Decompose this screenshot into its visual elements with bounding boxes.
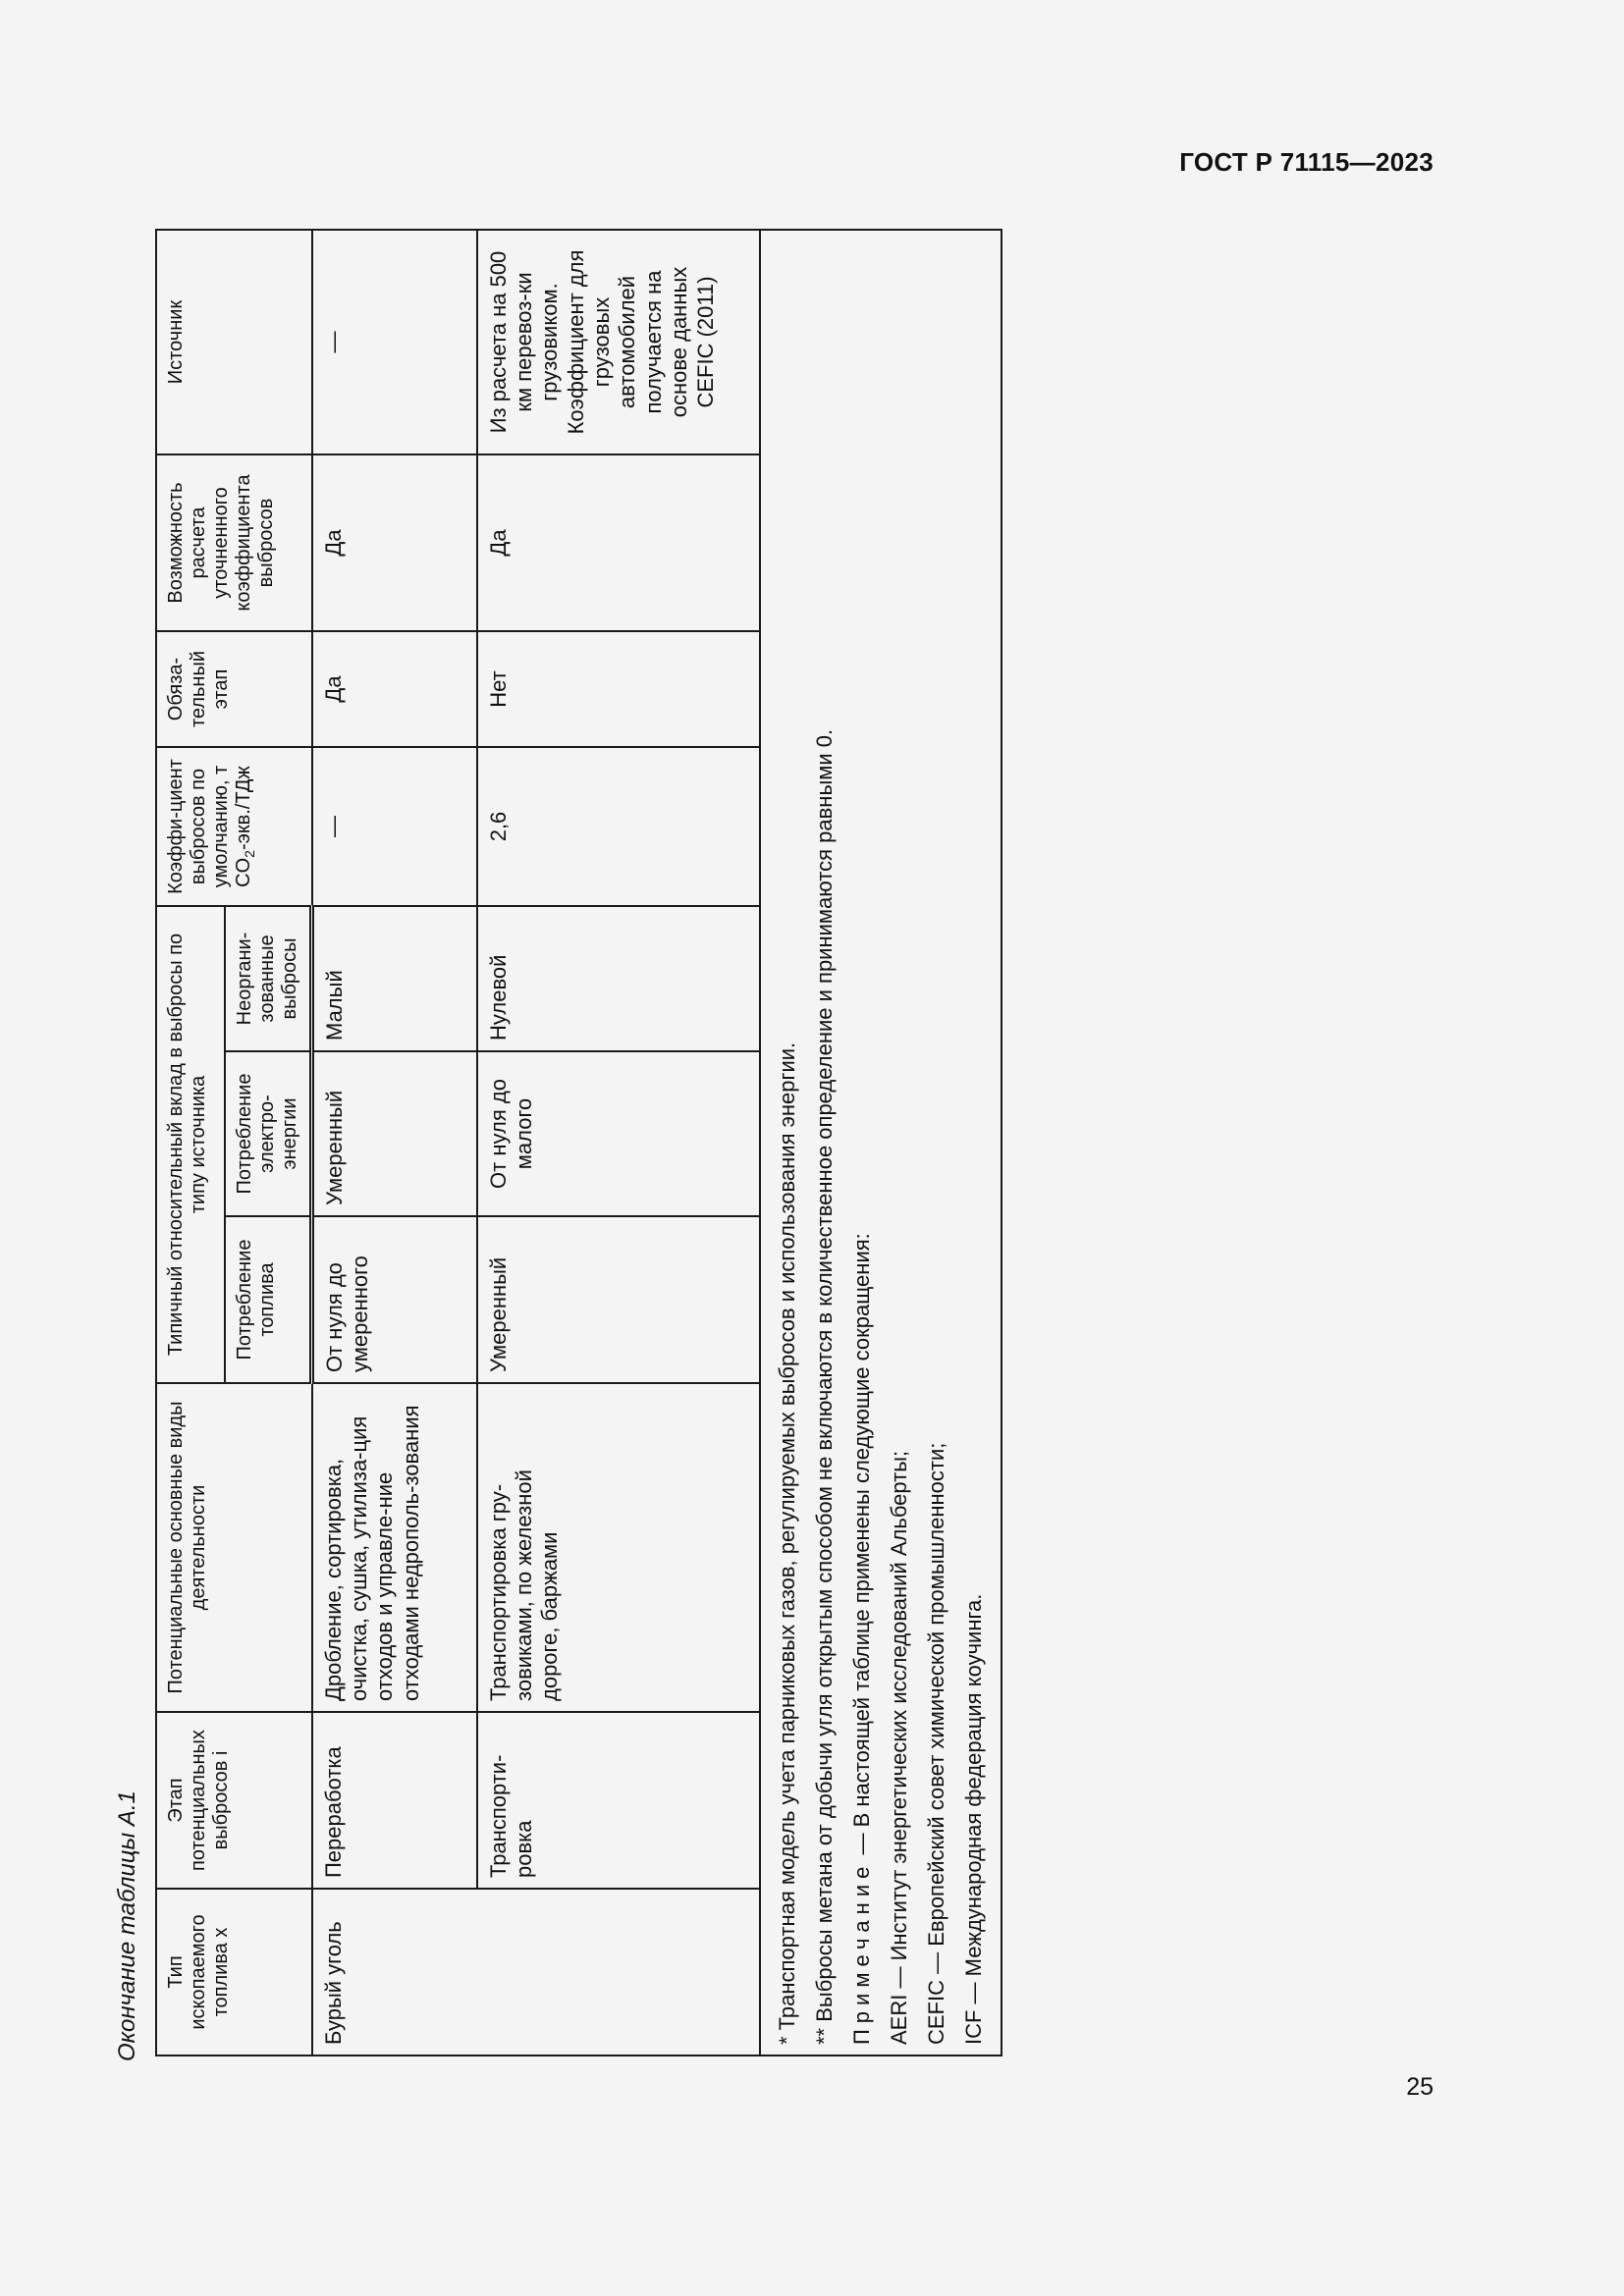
note-abbreviations bbox=[843, 240, 881, 2045]
document-code: ГОСТ Р 71115—2023 bbox=[1179, 147, 1434, 177]
cell-mandatory: Нет bbox=[477, 631, 760, 747]
cell-source: Из расчета на 500 км перевоз-ки грузовиком. Коэффициент для грузовых автомобилей получается на основе данных CEFIC (2011) bbox=[477, 230, 760, 454]
table-row bbox=[312, 230, 477, 2056]
abbreviation-cefic: CEFIC — Европейский совет химической промышленности; bbox=[923, 1442, 948, 2045]
emissions-table bbox=[155, 229, 1002, 2056]
header-fugitive: Неоргани-зованные выбросы bbox=[225, 906, 312, 1051]
cell-fuel-use: От нуля до умеренного bbox=[312, 1216, 477, 1383]
header-fuel-type: Тип ископаемого топлива x bbox=[156, 1889, 312, 2056]
cell-coefficient: 2,6 bbox=[477, 747, 760, 906]
table-caption: Окончание таблицы А.1 bbox=[114, 1790, 140, 2061]
cell-stage: Переработка bbox=[312, 1712, 477, 1889]
header-electricity-use: Потребление электро-энергии bbox=[225, 1051, 312, 1216]
footnote-methane: ** Выбросы метана от добычи угля открытым способом не включаются в количественное определение и принимаются равными 0. bbox=[811, 728, 837, 2045]
header-refined: Возможность расчета уточненного коэффициента выбросов bbox=[156, 454, 312, 631]
header-row-1 bbox=[156, 230, 225, 2056]
cell-electricity-use: От нуля до малого bbox=[477, 1051, 760, 1216]
abbreviation-icf: ICF — Международная федерация коучинга. bbox=[960, 1593, 986, 2045]
rotated-table-block bbox=[108, 216, 1021, 2061]
abbreviation-aeri: AERI — Институт энергетических исследований Альберты; bbox=[886, 1450, 911, 2045]
page-number: 25 bbox=[1406, 2073, 1434, 2101]
header-coefficient-prefix: Коэффи-циент выбросов по умолчанию, т CO bbox=[165, 759, 254, 894]
header-stage: Этап потенциальных выбросов i bbox=[156, 1712, 312, 1889]
note-text: — В настоящей таблице применены следующие сокращения: bbox=[848, 1233, 874, 1861]
cell-fugitive: Малый bbox=[312, 906, 477, 1051]
header-fuel-use: Потребление топлива bbox=[225, 1216, 312, 1383]
header-contribution: Типичный относительный вклад в выбросы по типу источника bbox=[156, 906, 225, 1383]
cell-fuel-use: Умеренный bbox=[477, 1216, 760, 1383]
header-coefficient-suffix: -экв./ТДж bbox=[233, 766, 254, 851]
header-coefficient-subscript: 2 bbox=[242, 850, 257, 858]
notes-row bbox=[760, 230, 1001, 2056]
footnote-transport-model: * Транспортная модель учета парниковых газов, регулируемых выбросов и использования энергии. bbox=[774, 1041, 799, 2045]
table-notes bbox=[760, 230, 1001, 2056]
note-label: Примечание bbox=[848, 1860, 874, 2045]
cell-fugitive: Нулевой bbox=[477, 906, 760, 1051]
cell-mandatory: Да bbox=[312, 631, 477, 747]
cell-refined: Да bbox=[312, 454, 477, 631]
cell-fuel-type: Бурый уголь bbox=[312, 1889, 760, 2056]
table-row bbox=[477, 230, 760, 2056]
cell-coefficient: — bbox=[312, 747, 477, 906]
cell-refined: Да bbox=[477, 454, 760, 631]
header-coefficient bbox=[156, 747, 312, 906]
cell-activities: Дробление, сортировка, очистка, сушка, утилиза-ция отходов и управле-ние отходами недрополь-зования bbox=[312, 1383, 477, 1712]
header-source: Источник bbox=[156, 230, 312, 454]
cell-source: — bbox=[312, 230, 477, 454]
header-mandatory: Обяза-тельный этап bbox=[156, 631, 312, 747]
cell-electricity-use: Умеренный bbox=[312, 1051, 477, 1216]
cell-stage: Транспорти-ровка bbox=[477, 1712, 760, 1889]
cell-activities: Транспортировка гру-зовиками, по железной дороге, баржами bbox=[477, 1383, 760, 1712]
header-activities: Потенциальные основные виды деятельности bbox=[156, 1383, 312, 1712]
